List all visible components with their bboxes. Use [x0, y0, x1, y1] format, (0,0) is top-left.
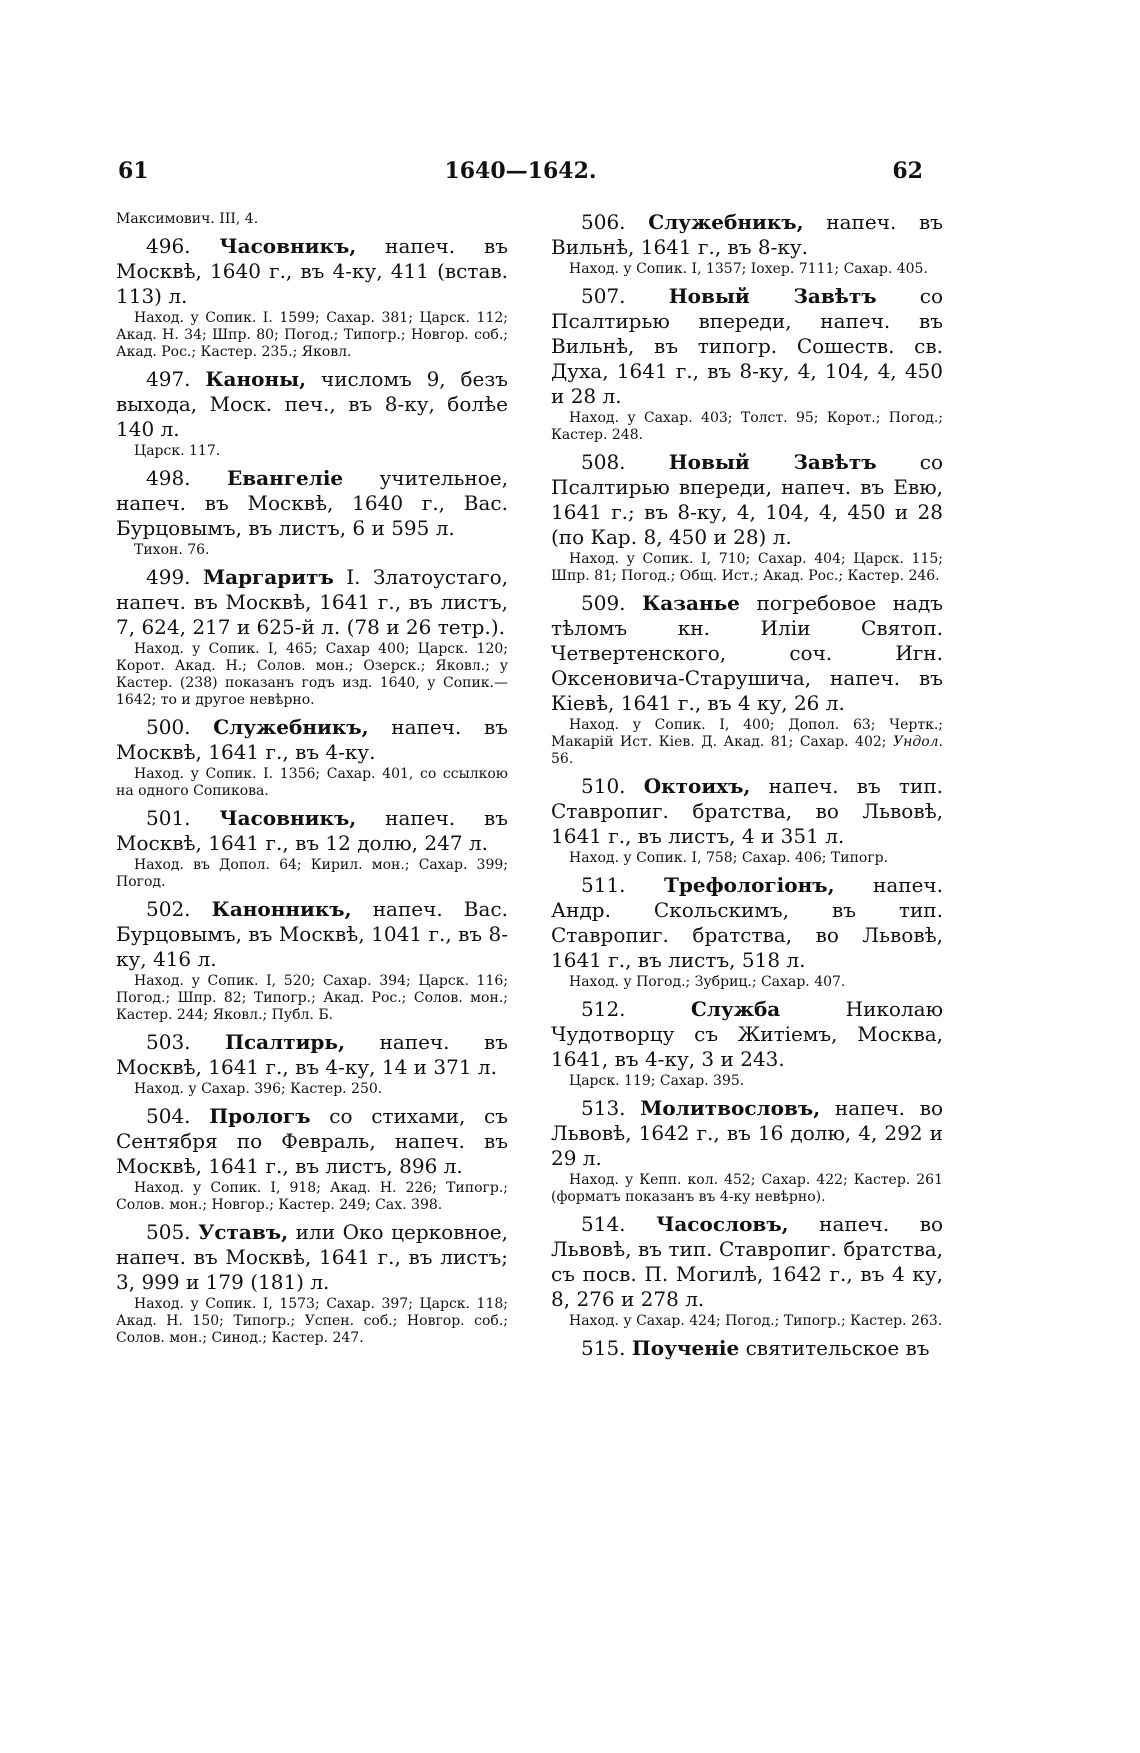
entry-number: 500. [146, 715, 191, 739]
entry-description: напеч. во Львовѣ, 1642 г., въ 16 долю, 4, 292 и 29 л. [551, 1096, 943, 1170]
catalog-entry-500 [116, 715, 508, 800]
entry-references: Наход. у Сахар. 424; Погод.; Типогр.; Кастер. 263. [569, 1313, 943, 1329]
page-header [118, 158, 923, 198]
catalog-entry-507 [551, 284, 943, 444]
entry-description: святительское въ [739, 1336, 930, 1360]
entry-description: напеч. Андр. Скольскимъ, въ тип. Ставропиг. братства, во Львовѣ, 1641 г., въ листъ, 518 л. [551, 873, 944, 972]
entry-title: Служебникъ, [213, 715, 369, 739]
catalog-entry-514 [551, 1212, 943, 1330]
entry-references: Наход. у Сопик. I, 1573; Сахар. 397; Царск. 118; Акад. Н. 150; Типогр.; Успен. соб.; Новгор. соб.; Солов. мон.; Синод.; Кастер. 247. [116, 1296, 508, 1346]
catalog-entry-501 [116, 806, 508, 891]
entry-description: напеч. въ тип. Ставропиг. братства, во Львовѣ, 1641 г., въ листъ, 4 и 351 л. [551, 774, 944, 848]
entry-number: 497. [146, 367, 191, 391]
entry-title: Часовникъ, [219, 806, 357, 830]
entry-number: 502. [146, 897, 191, 921]
catalog-entry-515 [551, 1336, 943, 1361]
entry-title: Прологъ [209, 1104, 311, 1128]
entry-number: 506. [581, 210, 626, 234]
catalog-entry-496 [116, 234, 508, 361]
catalog-entry-508 [551, 450, 943, 585]
entry-description: погребовое надъ тѣломъ кн. Иліи Святоп. Четвертенского, соч. Игн. Оксеновича-Старушича, напеч. въ Кіевѣ, 1641 г., въ 4 ку, 26 л. [551, 591, 944, 715]
entry-description: учительное, напеч. въ Москвѣ, 1640 г., Вас. Бурцовымъ, въ листъ, 6 и 595 л. [116, 466, 508, 540]
entry-number: 515. [581, 1336, 626, 1360]
entry-references: Наход. у Кепп. кол. 452; Сахар. 422; Кастер. 261 (форматъ показанъ въ 4-ку невѣрно). [551, 1172, 943, 1205]
entry-number: 504. [146, 1104, 191, 1128]
references-tail: 56. [551, 751, 574, 767]
right-column [551, 210, 943, 1367]
entry-description: со стихами, съ Сентября по Февраль, напеч. въ Москвѣ, 1641 г., въ листъ, 896 л. [116, 1104, 508, 1178]
entry-references: Царск. 117. [134, 443, 221, 459]
entry-description: напеч. въ Москвѣ, 1641 г., въ 4-ку, 14 и 371 л. [116, 1030, 509, 1079]
entry-references: Наход. у Сопик. I, 465; Сахар 400; Царск. 120; Корот. Акад. Н.; Солов. мон.; Озерск.; Яковл.; у Кастер. (238) показанъ годъ изд. 1640, у Сопик.—1642; то и другое невѣрно. [116, 641, 508, 708]
entry-title: Новый Завѣтъ [668, 450, 877, 474]
entry-number: 505. [146, 1220, 191, 1244]
entry-number: 501. [146, 806, 191, 830]
catalog-entry-513 [551, 1096, 943, 1206]
entry-references: Царск. 119; Сахар. 395. [569, 1073, 745, 1089]
entry-title: Молитвословъ, [640, 1096, 821, 1120]
entry-references: Наход. у Погод.; Зубриц.; Сахар. 407. [569, 974, 846, 990]
references-italic: Ундол. [892, 734, 943, 750]
entry-description: Николаю Чудотворцу съ Житіемъ, Москва, 1641, въ 4-ку, 3 и 243. [551, 997, 943, 1071]
catalog-entry-497 [116, 367, 508, 460]
entry-title: Трефологіонъ, [664, 873, 835, 897]
entry-number: 503. [146, 1030, 191, 1054]
year-range-heading: 1640—1642. [444, 158, 597, 184]
entry-number: 511. [581, 873, 626, 897]
entry-references: Наход. у Сопик. I, 758; Сахар. 406; Типогр. [569, 850, 889, 866]
entry-number: 499. [146, 565, 191, 589]
catalog-entry-506 [551, 210, 943, 278]
entry-references: Наход. у Сопик. I, 520; Сахар. 394; Царск. 116; Погод.; Шпр. 82; Типогр.; Акад. Рос.; Солов. мон.; Кастер. 244; Яковл.; Публ. Б. [116, 973, 508, 1023]
entry-number: 512. [581, 997, 626, 1021]
entry-number: 509. [581, 591, 626, 615]
page-number-right: 62 [892, 158, 923, 184]
catalog-entry-499 [116, 565, 508, 709]
catalog-entry-504 [116, 1104, 508, 1214]
entry-description: напеч. въ Москвѣ, 1640 г., въ 4-ку, 411 (встав. 113) л. [116, 234, 508, 308]
entry-references: Наход. у Сопик. I. 1599; Сахар. 381; Царск. 112; Акад. Н. 34; Шпр. 80; Погод.; Типогр.; Новгор. соб.; Акад. Рос.; Кастер. 235.; Яковл. [116, 310, 508, 360]
entry-number: 496. [146, 234, 191, 258]
entry-references: Наход. у Сопик. I. 1356; Сахар. 401, со ссылкою на одного Сопикова. [116, 766, 508, 799]
entry-description: со Псалтирью впереди, напеч. въ Евю, 1641 г.; въ 8-ку, 4, 104, 4, 450 и 28 (по Кар. 8, 450 и 28) л. [551, 450, 943, 549]
entry-description: напеч. въ Москвѣ, 1641 г., въ 12 долю, 247 л. [116, 806, 508, 855]
entry-references [551, 717, 943, 768]
entry-title: Часословъ, [656, 1212, 789, 1236]
entry-description: напеч. въ Москвѣ, 1641 г., въ 4-ку. [116, 715, 509, 764]
entry-title: Новый Завѣтъ [668, 284, 877, 308]
entry-description: I. Златоустаго, напеч. въ Москвѣ, 1641 г., въ листъ, 7, 624, 217 и 625-й л. (78 и 26 тетр.). [116, 565, 508, 639]
entry-title: Каноны, [205, 367, 307, 391]
entry-title: Казанье [642, 591, 740, 615]
catalog-entry-502 [116, 897, 508, 1024]
entry-description: или Око церковное, напеч. въ Москвѣ, 1641 г., въ листъ; 3, 999 и 179 (181) л. [116, 1220, 509, 1294]
entry-title: Уставъ, [198, 1220, 289, 1244]
entry-number: 508. [581, 450, 626, 474]
entry-title: Псалтирь, [225, 1030, 345, 1054]
catalog-entry-503 [116, 1030, 508, 1098]
entry-references: Наход. у Сопик. I, 918; Акад. Н. 226; Типогр.; Солов. мон.; Новгор.; Кастер. 249; Сах. 398. [116, 1180, 508, 1213]
catalog-entry-505 [116, 1220, 508, 1347]
entry-references: Тихон. 76. [134, 542, 210, 558]
entry-number: 513. [581, 1096, 626, 1120]
entry-number: 498. [146, 466, 191, 490]
entry-number: 514. [581, 1212, 626, 1236]
references-text: Наход. у Сопик. I, 400; Допол. 63; Чертк.; Макарій Ист. Кіев. Д. Акад. 81; Сахар. 402; [551, 717, 943, 750]
catalog-entry-498 [116, 466, 508, 559]
entry-title: Канонникъ, [211, 897, 352, 921]
entry-references: Наход. у Сахар. 396; Кастер. 250. [134, 1081, 383, 1097]
page-number-left: 61 [118, 158, 149, 184]
entry-description: числомъ 9, безъ выхода, Моск. печ., въ 8-ку, болѣе 140 л. [116, 367, 508, 441]
entry-description: напеч. во Львовѣ, въ тип. Ставропиг. братства, съ посв. П. Могилѣ, 1642 г., въ 4 ку, 8, 276 и 278 л. [551, 1212, 944, 1311]
entry-title: Служебникъ, [648, 210, 804, 234]
entry-title: Октоихъ, [643, 774, 751, 798]
preamble-reference: Максимович. III, 4. [116, 211, 259, 227]
entry-references: Наход. у Сопик. I, 710; Сахар. 404; Царск. 115; Шпр. 81; Погод.; Общ. Ист.; Акад. Рос.; Кастер. 246. [551, 551, 943, 584]
catalog-entry-512 [551, 997, 943, 1090]
entry-description: со Псалтирью впереди, напеч. въ Вильнѣ, въ типогр. Сошеств. св. Духа, 1641 г., въ 8-ку, 4, 104, 4, 450 и 28 л. [551, 284, 943, 408]
catalog-entry-510 [551, 774, 943, 867]
entry-number: 507. [581, 284, 626, 308]
entry-description: напеч. въ Вильнѣ, 1641 г., въ 8-ку. [551, 210, 944, 259]
entry-title: Маргаритъ [202, 565, 334, 589]
catalog-entry-509 [551, 591, 943, 768]
entry-title: Евангеліе [227, 466, 344, 490]
entry-references: Наход. у Сопик. I, 1357; Iохер. 7111; Сахар. 405. [569, 261, 928, 277]
entry-number: 510. [581, 774, 626, 798]
entry-title: Поученіе [631, 1336, 740, 1360]
entry-references: Наход. у Сахар. 403; Толст. 95; Корот.; Погод.; Кастер. 248. [551, 410, 943, 443]
entry-title: Служба [690, 997, 781, 1021]
entry-references: Наход. въ Допол. 64; Кирил. мон.; Сахар. 399; Погод. [116, 857, 508, 890]
catalog-entry-511 [551, 873, 943, 991]
left-column [116, 210, 508, 1353]
entry-description: напеч. Вас. Бурцовымъ, въ Москвѣ, 1041 г., въ 8-ку, 416 л. [116, 897, 508, 971]
entry-title: Часовникъ, [219, 234, 357, 258]
